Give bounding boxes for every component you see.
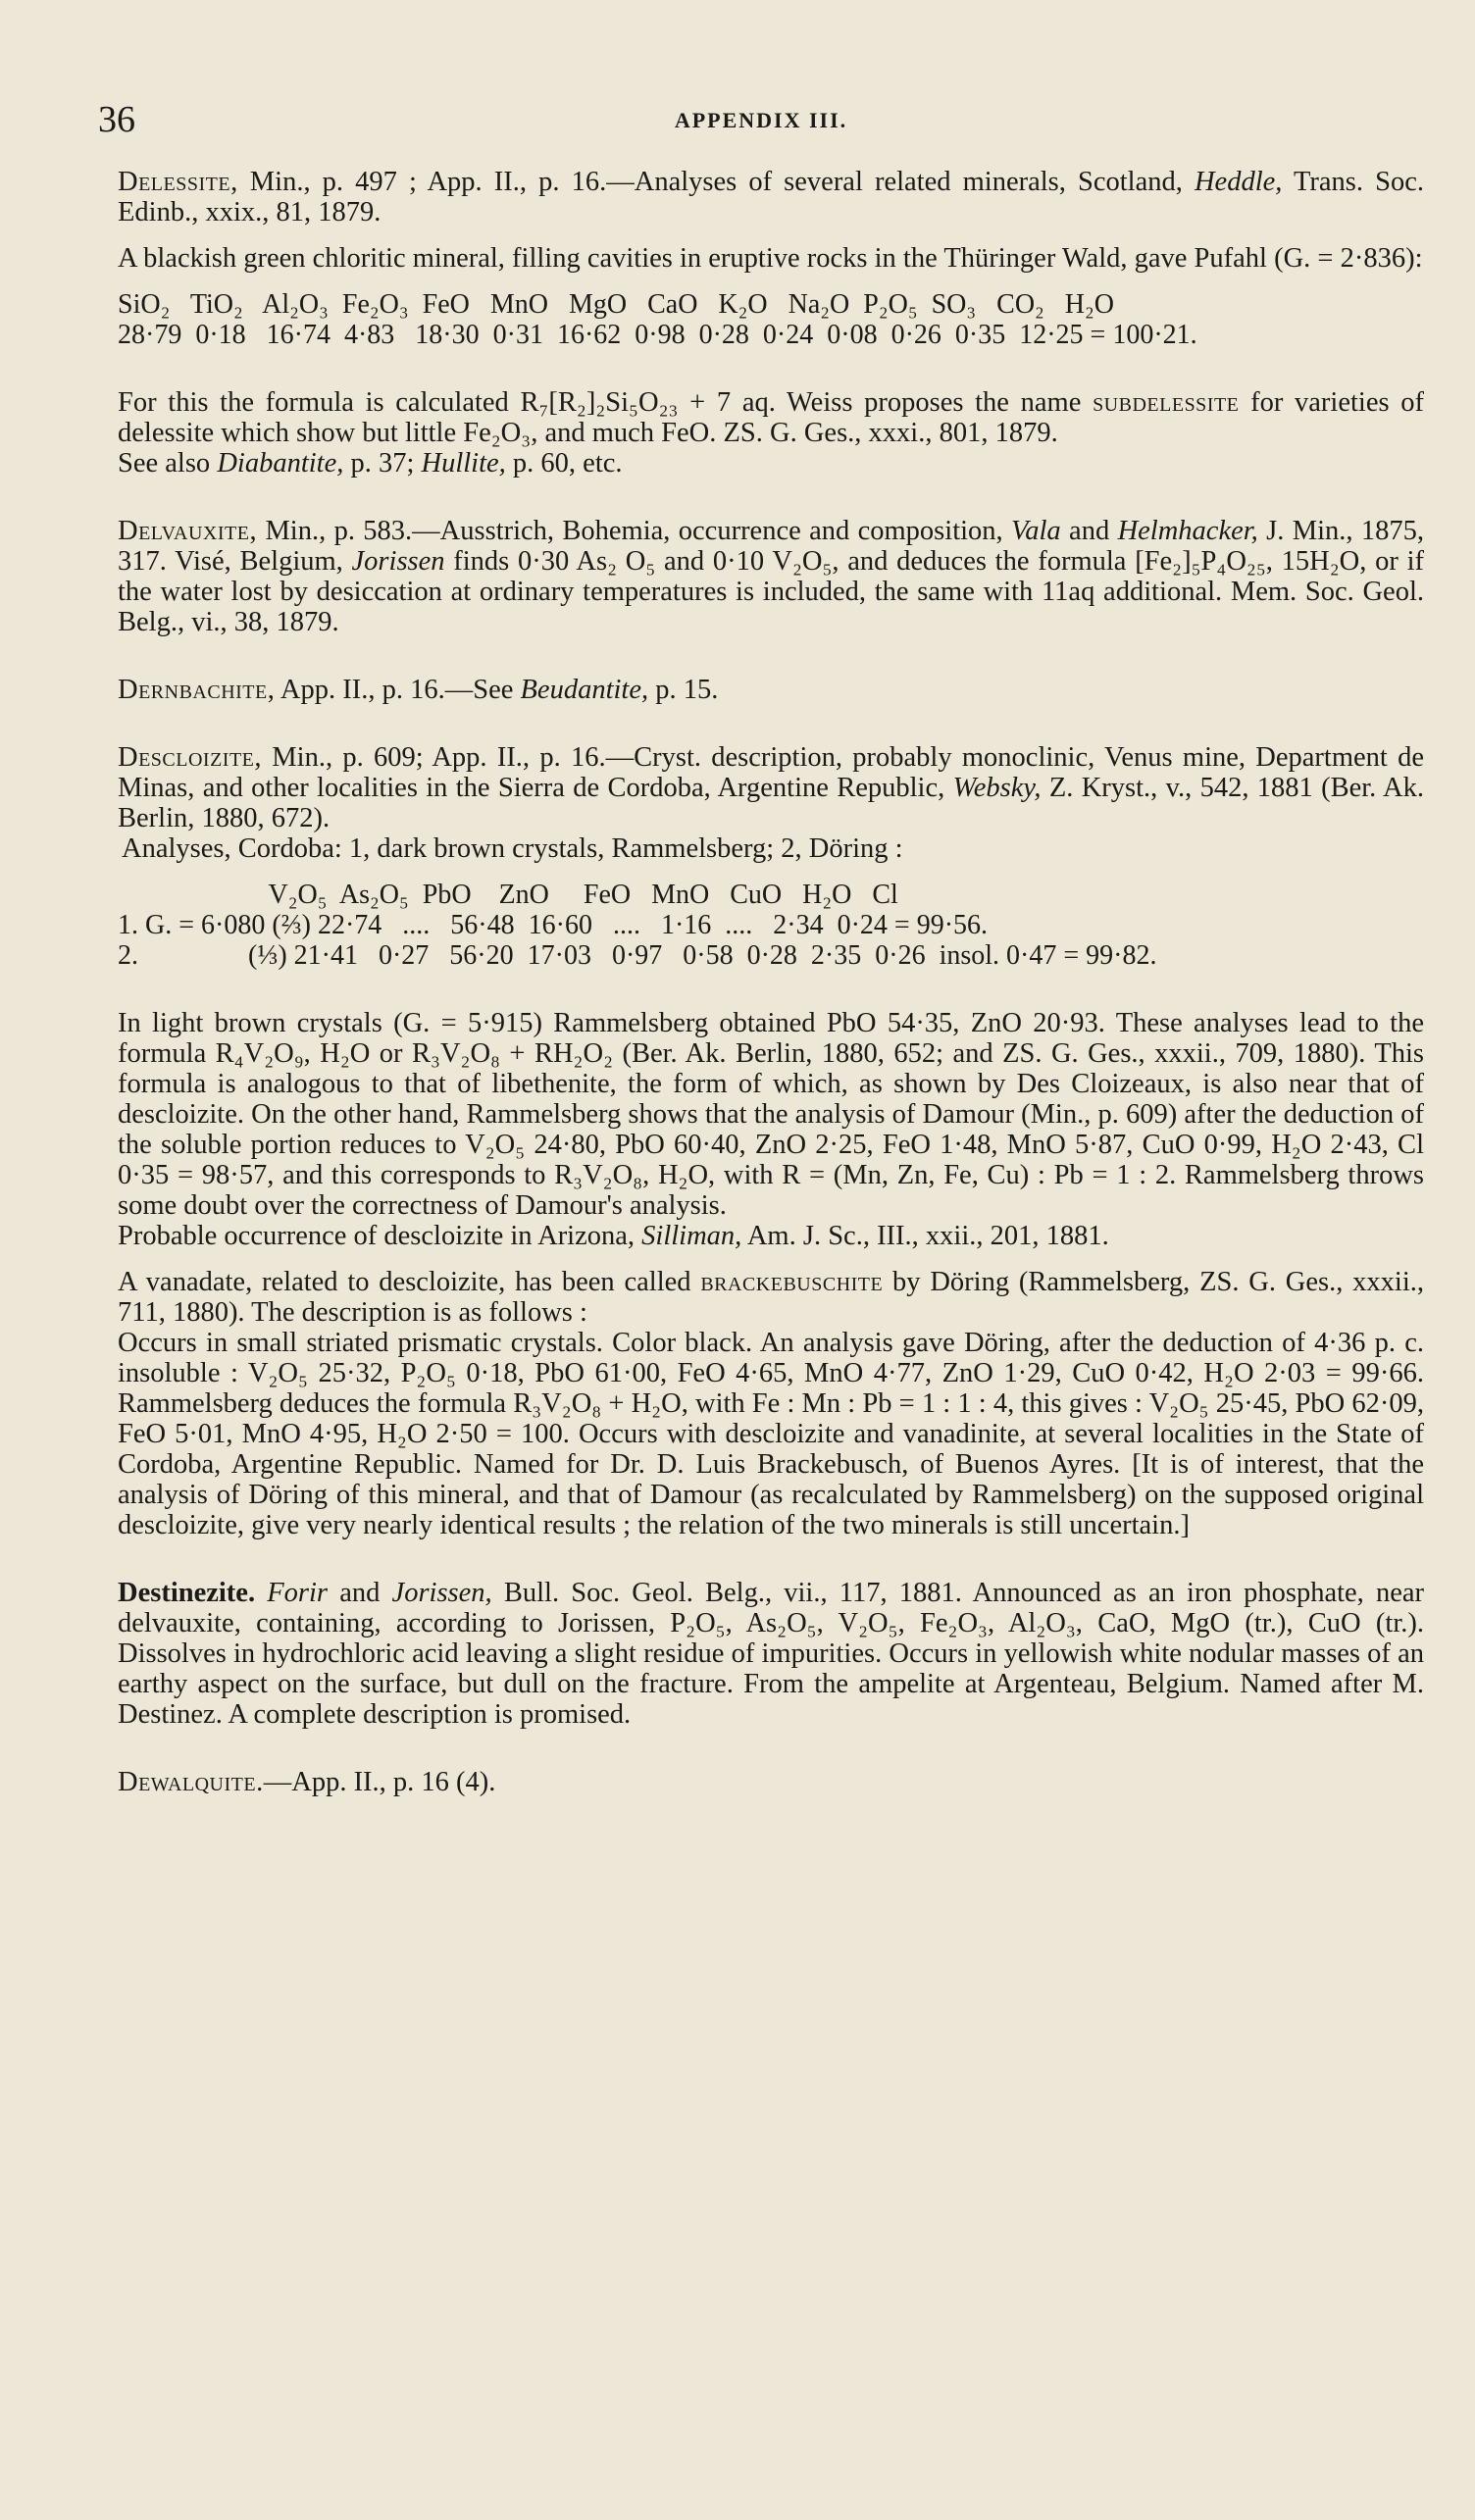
descloizite-analyses-intro: Analyses, Cordoba: 1, dark brown crystals, Rammelsberg; 2, Döring : — [122, 833, 903, 864]
entry-text: J. Min., 1875, 317. Visé, Belgium, — [118, 516, 1424, 577]
entry-text: Min., p. 583.—Ausstrich, Bohemia, occurrence and composition, — [257, 516, 1012, 546]
delessite-description: A blackish green chloritic mineral, filling cavities in eruptive rocks in the Thüringer Wald, gave Pufahl (G. = 2·836): — [118, 243, 1423, 274]
author-name: Heddle, — [1194, 167, 1283, 197]
delessite-see-also — [118, 448, 1424, 479]
dewalquite-entry — [118, 1767, 1424, 1797]
entry-text: Min., p. 609; App. II., p. 16.—Cryst. description, probably monoclinic, Venus mine, Department de Minas, and other localities in the Sierra de Cordoba, Argentine Republic, — [118, 742, 1424, 803]
entry-text: for varieties of delessite which show but little Fe₂O₃, and much FeO. ZS. G. Ges., xxxi., 801, 1879. — [118, 387, 1424, 448]
author-name: Websky, — [952, 773, 1042, 803]
author-name: Jorissen — [351, 546, 445, 577]
entry-text: p. 60, etc. — [505, 448, 623, 479]
entry-text: p. 37; — [343, 448, 422, 479]
entry-name: Destinezite. — [118, 1578, 256, 1608]
descloizite-analysis-row-2: 2. (⅓) 21·41 0·27 56·20 17·03 0·97 0·58 0·28 2·35 0·26 insol. 0·47 = 99·82. — [118, 940, 1157, 971]
mineral-name: subdelessite — [1093, 387, 1240, 418]
page-header — [98, 98, 1424, 157]
entry-text: Min., p. 497 ; App. II., p. 16.—Analyses of several related minerals, Scotland, — [237, 167, 1195, 197]
running-head: APPENDIX III. — [674, 108, 848, 132]
entry-text: Trans. Soc. Edinb., xxix., 81, 1879. — [118, 167, 1424, 227]
delessite-analysis-header: SiO₂ TiO₂ Al₂O₃ Fe₂O₃ FeO MnO MgO CaO K₂O Na₂O P₂O₅ SO₃ CO₂ H₂O — [118, 289, 1114, 320]
entry-name: Descloizite, — [118, 742, 263, 773]
author-name: Vala — [1011, 516, 1061, 546]
author-name: Helmhacker, — [1117, 516, 1258, 546]
entry-text: p. 15. — [648, 675, 719, 705]
entry-text: by Döring (Rammelsberg, ZS. G. Ges., xxxii., 711, 1880). The description is as follows : — [118, 1267, 1424, 1328]
entry-text: For this the formula is calculated R₇[R₂]₂Si₅O₂₃ + 7 aq. Weiss proposes the name — [118, 387, 1094, 418]
brackebuschite-intro — [118, 1267, 1424, 1328]
delvauxite-entry — [118, 516, 1424, 637]
entry-text: See also — [118, 448, 218, 479]
delessite-entry — [118, 167, 1424, 227]
entry-name: Delvauxite, — [118, 516, 258, 546]
entry-text: Bull. Soc. Geol. Belg., vii., 117, 1881. Announced as an iron phosphate, near delvauxite, containing, according to Jorissen, P₂O₅, As₂O₅, V₂O₅, Fe₂O₃, Al₂O₃, CaO, MgO (tr.), CuO (tr.). Dissolves in hydrochloric acid leaving a slight residue of impurities. Occurs in yellowish white nodular masses of an earthy aspect on the surface, but dull on the fracture. From the ampelite at Argenteau, Belgium. Named after M. Destinez. A complete description is promised. — [118, 1578, 1425, 1730]
author-name: Forir — [267, 1578, 329, 1608]
entry-name: Delessite, — [118, 167, 238, 197]
entry-text: Probable occurrence of descloizite in Arizona, — [118, 1221, 642, 1251]
entry-name: Dernbachite, — [118, 675, 276, 705]
destinezite-entry — [118, 1578, 1424, 1730]
page-number: 36 — [98, 99, 135, 140]
descloizite-analysis-row-1: 1. G. = 6·080 (⅔) 22·74 .... 56·48 16·60 .... 1·16 .... 2·34 0·24 = 99·56. — [118, 910, 989, 940]
reference-name: Beudantite, — [520, 675, 649, 705]
entry-text: finds 0·30 As₂ O₅ and 0·10 V₂O₅, and deduces the formula [Fe₂]₅P₄O₂₅, 15H₂O, or if the water lost by desiccation at ordinary temperatures is included, the same with 11aq additional. Mem. Soc. Geol. Belg., vi., 38, 1879. — [118, 546, 1424, 637]
entry-text: and — [328, 1578, 392, 1608]
entry-text: —App. II., p. 16 (4). — [263, 1767, 496, 1797]
delessite-analysis-values: 28·79 0·18 16·74 4·83 18·30 0·31 16·62 0·98 0·28 0·24 0·08 0·26 0·35 12·25 = 100·21. — [118, 320, 1197, 350]
author-name: Jorissen, — [391, 1578, 492, 1608]
mineral-name: brackebuschite — [700, 1267, 884, 1297]
descloizite-analysis-header: V₂O₅ As₂O₅ PbO ZnO FeO MnO CuO H₂O Cl — [118, 880, 898, 910]
entry-text: App. II., p. 16.—See — [275, 675, 521, 705]
author-name: Silliman, — [641, 1221, 742, 1251]
entry-text: Am. J. Sc., III., xxii., 201, 1881. — [741, 1221, 1109, 1251]
delessite-formula — [118, 387, 1424, 448]
reference-name: Hullite, — [421, 448, 506, 479]
descloizite-arizona — [118, 1221, 1424, 1251]
brackebuschite-description: Occurs in small striated prismatic crystals. Color black. An analysis gave Döring, after the deduction of 4·36 p. c. insoluble : V₂O₅ 25·32, P₂O₅ 0·18, PbO 61·00, FeO 4·65, MnO 4·77, ZnO 1·29, CuO 0·42, H₂O 2·03 = 99·66. Rammelsberg deduces the formula R₃V₂O₈ + H₂O, with Fe : Mn : Pb = 1 : 1 : 4, this gives : V₂O₅ 25·45, PbO 62·09, FeO 5·01, MnO 4·95, H₂O 2·50 = 100. Occurs with descloizite and vanadinite, at several localities in the State of Cordoba, Argentine Republic. Named for Dr. D. Luis Brackebusch, of Buenos Ayres. [It is of interest, that the analysis of Döring of this mineral, and that of Damour (as recalculated by Rammelsberg) on the supposed original descloizite, give very nearly identical results ; the relation of the two minerals is still uncertain.] — [118, 1328, 1424, 1540]
page-content — [118, 167, 1424, 1797]
entry-text: and — [1060, 516, 1118, 546]
descloizite-entry — [118, 742, 1424, 833]
dernbachite-entry — [118, 675, 1424, 705]
entry-name: Dewalquite. — [118, 1767, 264, 1797]
reference-name: Diabantite, — [217, 448, 344, 479]
entry-text: A vanadate, related to descloizite, has been called — [118, 1267, 701, 1297]
descloizite-rammelsberg: In light brown crystals (G. = 5·915) Rammelsberg obtained PbO 54·35, ZnO 20·93. These analyses lead to the formula R₄V₂O₉, H₂O or R₃V₂O₈ + RH₂O₂ (Ber. Ak. Berlin, 1880, 652; and ZS. G. Ges., xxxii., 709, 1880). This formula is analogous to that of libethenite, the form of which, as shown by Des Cloizeaux, is also near that of descloizite. On the other hand, Rammelsberg shows that the analysis of Damour (Min., p. 609) after the deduction of the soluble portion reduces to V₂O₅ 24·80, PbO 60·40, ZnO 2·25, FeO 1·48, MnO 5·87, CuO 0·99, H₂O 2·43, Cl 0·35 = 98·57, and this corresponds to R₃V₂O₈, H₂O, with R = (Mn, Zn, Fe, Cu) : Pb = 1 : 2. Rammelsberg throws some doubt over the correctness of Damour's analysis. — [118, 1008, 1424, 1221]
entry-text: Z. Kryst., v., 542, 1881 (Ber. Ak. Berlin, 1880, 672). — [118, 773, 1424, 833]
